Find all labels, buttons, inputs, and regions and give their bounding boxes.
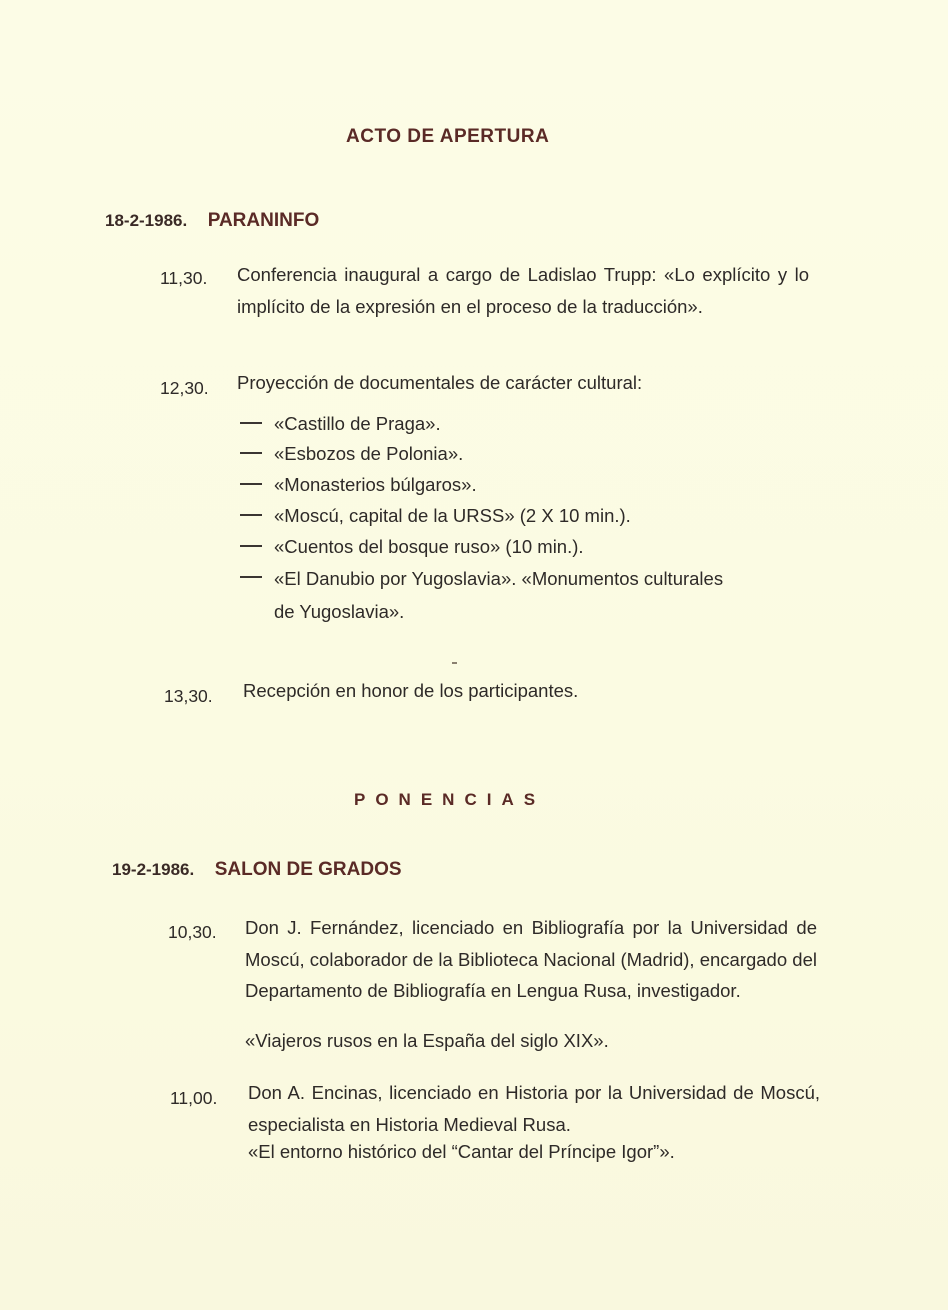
dash-icon bbox=[240, 514, 262, 516]
film-item bbox=[240, 536, 584, 558]
film-title: «El Danubio por Yugoslavia». «Monumentos culturales de Yugoslavia». bbox=[274, 568, 724, 622]
event-description: Recepción en honor de los participantes. bbox=[243, 680, 579, 701]
film-title: «Moscú, capital de la URSS» (2 X 10 min.). bbox=[274, 505, 631, 526]
film-title: «Castillo de Praga». bbox=[274, 413, 441, 434]
time-label: 12,30. bbox=[160, 378, 209, 398]
speaker-description: Don A. Encinas, licenciado en Historia por la Universidad de Moscú, especialista en Historia Medieval Rusa. bbox=[248, 1082, 820, 1135]
event-description: Proyección de documentales de carácter cultural: bbox=[237, 372, 643, 393]
time-label: 11,00. bbox=[170, 1088, 218, 1108]
talk-title: «Viajeros rusos en la España del siglo XIX». bbox=[245, 1030, 609, 1051]
talk-title: «El entorno histórico del “Cantar del Príncipe Igor”». bbox=[248, 1141, 675, 1162]
film-title: «Cuentos del bosque ruso» (10 min.). bbox=[274, 536, 584, 557]
ponencias-venue: SALON DE GRADOS bbox=[214, 859, 402, 880]
dash-icon bbox=[240, 576, 262, 578]
film-title: «Monasterios búlgaros». bbox=[274, 474, 477, 495]
opening-date-line bbox=[105, 210, 319, 232]
film-item bbox=[240, 505, 631, 527]
opening-venue: PARANINFO bbox=[207, 210, 320, 231]
print-speck bbox=[452, 662, 457, 664]
film-item bbox=[240, 443, 463, 465]
film-item bbox=[240, 413, 441, 435]
speaker-description: Don J. Fernández, licenciado en Bibliografía por la Universidad de Moscú, colaborador de la Biblioteca Nacional (Madrid), encargado del Departamento de Bibliografía en Lengua Rusa, investigador. bbox=[245, 917, 817, 1001]
section-title-opening: ACTO DE APERTURA bbox=[346, 126, 550, 147]
film-item bbox=[240, 567, 274, 589]
dash-icon bbox=[240, 422, 262, 424]
time-label: 13,30. bbox=[164, 686, 213, 706]
film-item bbox=[240, 474, 477, 496]
dash-icon bbox=[240, 545, 262, 547]
ponencias-date: 19-2-1986. bbox=[112, 860, 195, 879]
ponencias-date-line bbox=[112, 859, 402, 881]
dash-icon bbox=[240, 452, 262, 454]
opening-date: 18-2-1986. bbox=[105, 211, 188, 230]
film-title: «Esbozos de Polonia». bbox=[274, 443, 464, 464]
time-label: 10,30. bbox=[168, 922, 217, 942]
section-title-ponencias: PONENCIAS bbox=[354, 790, 546, 809]
event-description: Conferencia inaugural a cargo de Ladislao Trupp: «Lo explícito y lo implícito de la expresión en el proceso de la traducción». bbox=[237, 264, 809, 317]
dash-icon bbox=[240, 483, 262, 485]
time-label: 11,30. bbox=[160, 268, 208, 288]
